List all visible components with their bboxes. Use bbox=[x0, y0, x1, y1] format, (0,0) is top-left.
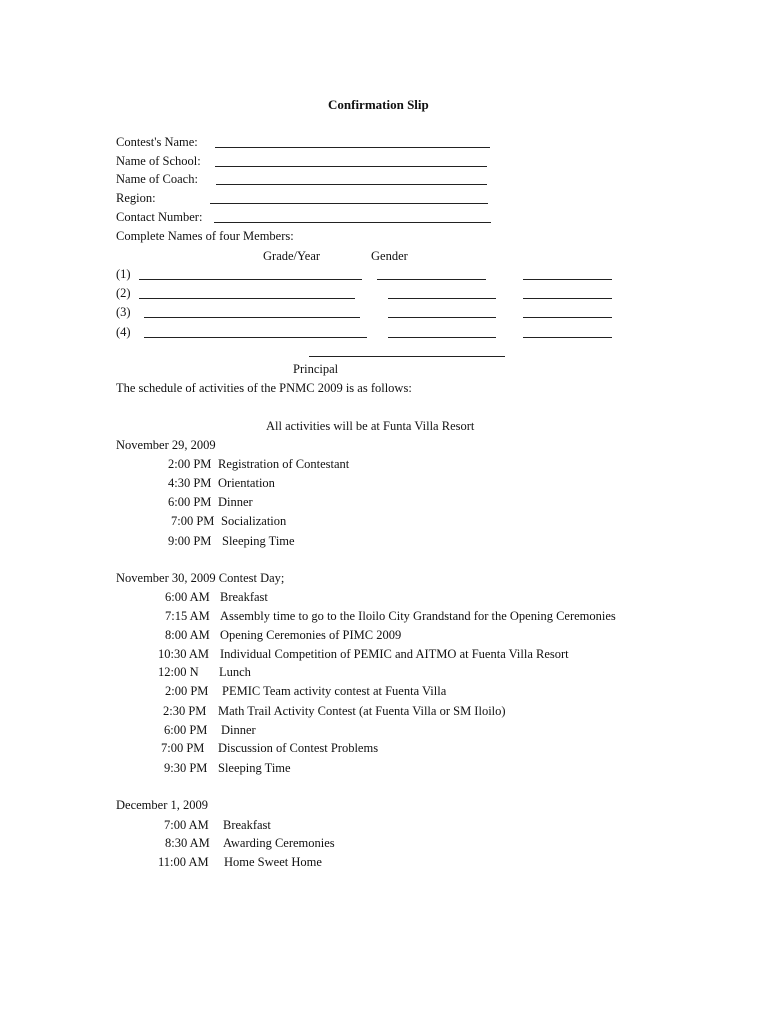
schedule-time: 7:15 AM bbox=[165, 609, 210, 623]
schedule-activity: Lunch bbox=[219, 665, 251, 679]
member-grade-line[interactable] bbox=[388, 317, 496, 318]
contestant-name-line[interactable] bbox=[215, 147, 490, 148]
contact-number-line[interactable] bbox=[214, 222, 491, 223]
members-label: Complete Names of four Members: bbox=[116, 229, 294, 243]
member-gender-line[interactable] bbox=[523, 337, 612, 338]
member-name-line[interactable] bbox=[139, 298, 355, 299]
member-name-line[interactable] bbox=[144, 317, 360, 318]
schedule-activity: Breakfast bbox=[223, 818, 271, 832]
member-row-number: (3) bbox=[116, 305, 131, 319]
schedule-time: 12:00 N bbox=[158, 665, 199, 679]
schedule-activity: Discussion of Contest Problems bbox=[218, 741, 379, 755]
grade-year-header: Grade/Year bbox=[263, 249, 321, 263]
schedule-activity: Orientation bbox=[218, 476, 275, 490]
schedule-activity: Opening Ceremonies of PIMC 2009 bbox=[220, 628, 402, 642]
schedule-intro: The schedule of activities of the PNMC 2009 is as follows: bbox=[116, 381, 412, 395]
region-label: Region: bbox=[116, 191, 156, 205]
member-grade-line[interactable] bbox=[388, 298, 496, 299]
schedule-activity: PEMIC Team activity contest at Fuenta Villa bbox=[222, 684, 447, 698]
schedule-time: 6:00 AM bbox=[165, 590, 210, 604]
schedule-time: 9:00 PM bbox=[168, 534, 212, 548]
member-row-number: (2) bbox=[116, 286, 131, 300]
member-row-number: (4) bbox=[116, 325, 131, 339]
schedule-time: 7:00 AM bbox=[164, 818, 209, 832]
venue-note: All activities will be at Funta Villa Resort bbox=[266, 419, 475, 433]
schedule-time: 7:00 PM bbox=[171, 514, 215, 528]
schedule-time: 2:00 PM bbox=[168, 457, 212, 471]
schedule-time: 8:00 AM bbox=[165, 628, 210, 642]
member-name-line[interactable] bbox=[144, 337, 367, 338]
schedule-activity: Awarding Ceremonies bbox=[223, 836, 335, 850]
schedule-activity: Sleeping Time bbox=[222, 534, 295, 548]
coach-name-line[interactable] bbox=[216, 184, 487, 185]
schedule-activity: Assembly time to go to the Iloilo City Grandstand for the Opening Ceremonies bbox=[220, 609, 616, 623]
page-title: Confirmation Slip bbox=[328, 97, 429, 112]
member-grade-line[interactable] bbox=[388, 337, 496, 338]
member-gender-line[interactable] bbox=[523, 279, 612, 280]
gender-header: Gender bbox=[371, 249, 408, 263]
schedule-activity: Home Sweet Home bbox=[224, 855, 322, 869]
schedule-date: November 29, 2009 bbox=[116, 438, 216, 452]
contestant-name-label: Contest's Name: bbox=[116, 135, 198, 149]
schedule-time: 6:00 PM bbox=[168, 495, 212, 509]
schedule-time: 4:30 PM bbox=[168, 476, 212, 490]
schedule-time: 2:00 PM bbox=[165, 684, 209, 698]
schedule-date: December 1, 2009 bbox=[116, 798, 208, 812]
schedule-activity: Sleeping Time bbox=[218, 761, 291, 775]
schedule-date: November 30, 2009 Contest Day; bbox=[116, 571, 285, 585]
member-name-line[interactable] bbox=[139, 279, 362, 280]
schedule-activity: Dinner bbox=[218, 495, 253, 509]
region-line[interactable] bbox=[210, 203, 488, 204]
schedule-time: 8:30 AM bbox=[165, 836, 210, 850]
school-name-line[interactable] bbox=[215, 166, 487, 167]
school-name-label: Name of School: bbox=[116, 154, 201, 168]
member-row-number: (1) bbox=[116, 267, 131, 281]
principal-signature-line[interactable] bbox=[309, 356, 505, 357]
schedule-activity: Breakfast bbox=[220, 590, 268, 604]
schedule-activity: Individual Competition of PEMIC and AITMO at Fuenta Villa Resort bbox=[220, 647, 569, 661]
member-gender-line[interactable] bbox=[523, 317, 612, 318]
schedule-time: 11:00 AM bbox=[158, 855, 209, 869]
coach-name-label: Name of Coach: bbox=[116, 172, 198, 186]
schedule-time: 7:00 PM bbox=[161, 741, 205, 755]
member-gender-line[interactable] bbox=[523, 298, 612, 299]
principal-label: Principal bbox=[293, 362, 339, 376]
schedule-time: 9:30 PM bbox=[164, 761, 208, 775]
contact-number-label: Contact Number: bbox=[116, 210, 203, 224]
schedule-activity: Socialization bbox=[221, 514, 287, 528]
schedule-activity: Math Trail Activity Contest (at Fuenta Villa or SM Iloilo) bbox=[218, 704, 506, 718]
schedule-time: 6:00 PM bbox=[164, 723, 208, 737]
schedule-time: 10:30 AM bbox=[158, 647, 210, 661]
schedule-activity: Dinner bbox=[221, 723, 256, 737]
member-grade-line[interactable] bbox=[377, 279, 486, 280]
schedule-time: 2:30 PM bbox=[163, 704, 207, 718]
schedule-activity: Registration of Contestant bbox=[218, 457, 350, 471]
